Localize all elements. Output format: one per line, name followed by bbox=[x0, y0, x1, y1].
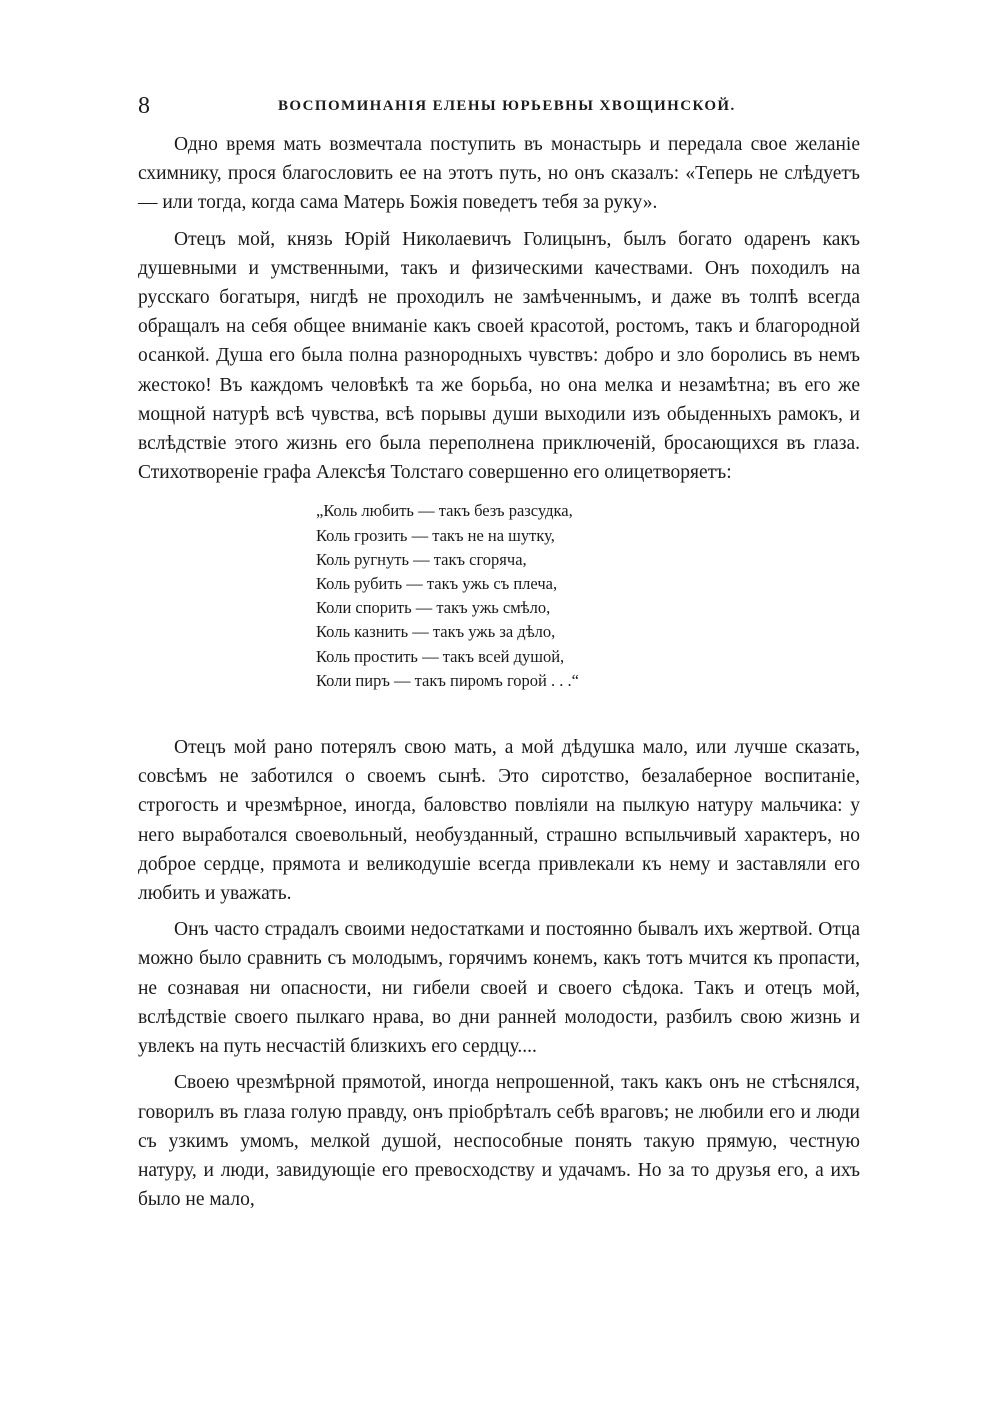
poem-line: Коли пиръ — такъ пиромъ горой . . .“ bbox=[316, 670, 579, 690]
poem-tolstoy bbox=[316, 499, 860, 693]
running-title: ВОСПОМИНАНІЯ ЕЛЕНЫ ЮРЬЕВНЫ ХВОЩИНСКОЙ. bbox=[278, 98, 736, 114]
paragraph-temperament: Онъ часто страдалъ своими недостатками и постоянно бывалъ ихъ жертвой. Отца можно было сравнить съ молодымъ, горячимъ конемъ, какъ тотъ мчится къ пропасти, не сознавая ни опасности, ни гибели своей и своего сѣдока. Такъ и отецъ мой, вслѣдствіе своего пылкаго нрава, во дни ранней молодости, разбилъ свою жизнь и увлекъ на путь несчастій близкихъ его сердцу.... bbox=[138, 919, 860, 1058]
paragraph-monastery: Одно время мать возмечтала поступить въ монастырь и передала свое желаніе схимнику, прося благословить ее на этотъ путь, но онъ сказалъ: «Теперь не слѣдуетъ — или тогда, когда сама Матерь Божія поведетъ тебя за руку». bbox=[138, 134, 860, 214]
poem-line: Коль простить — такъ всей душой, bbox=[316, 646, 565, 666]
page-header bbox=[138, 92, 860, 128]
paragraph-directness: Своею чрезмѣрной прямотой, иногда непрошенной, такъ какъ онъ не стѣснялся, говорилъ въ глаза голую правду, онъ пріобрѣталъ себѣ враговъ; не любили его и люди съ узкимъ умомъ, мелкой душой, неспособные понять такую прямую, честную натуру, и люди, завидующіе его превосходству и удачамъ. Но за то друзья его, а ихъ было не мало, bbox=[138, 1072, 860, 1211]
poem-line: Коль грозить — такъ не на шутку, bbox=[316, 525, 555, 545]
poem-line: „Коль любить — такъ безъ разсудка, bbox=[316, 501, 573, 521]
paragraph-father: Отецъ мой, князь Юрій Николаевичъ Голицынъ, былъ богато одаренъ какъ душевными и умственными, такъ и физическими качествами. Онъ походилъ на русскаго богатыря, нигдѣ не проходилъ не замѣченнымъ, и даже въ толпѣ всегда обращалъ на себя общее вниманіе какъ своей красотой, ростомъ, такъ и благородной осанкой. Душа его была полна разнородныхъ чувствъ: добро и зло боролись въ немъ жестоко! Въ каждомъ человѣкѣ та же борьба, но она мелка и незамѣтна; въ его же мощной натурѣ всѣ чувства, всѣ порывы души выходили изъ обыденныхъ рамокъ, и вслѣдствіе этого жизнь его была переполнена приключеній, бросающихся въ глаза. Стихотвореніе графа Алексѣя Толстаго совершенно его олицетворяетъ: bbox=[138, 228, 860, 484]
poem-line: Коль казнить — такъ ужь за дѣло, bbox=[316, 622, 556, 642]
poem-line: Коли спорить — такъ ужь смѣло, bbox=[316, 598, 551, 618]
poem-line: Коль ругнуть — такъ сгоряча, bbox=[316, 549, 527, 569]
poem-line: Коль рубить — такъ ужь съ плеча, bbox=[316, 574, 558, 594]
book-page bbox=[138, 92, 860, 1221]
page-number: 8 bbox=[138, 93, 150, 119]
paragraph-childhood: Отецъ мой рано потерялъ свою мать, а мой дѣдушка мало, или лучше сказать, совсѣмъ не заботился о своемъ сынѣ. Это сиротство, безалаберное воспитаніе, строгость и чрезмѣрное, иногда, баловство повліяли на пылкую натуру мальчика: у него выработался своевольный, необузданный, страшно вспыльчивый характеръ, но доброе сердце, прямота и великодушіе всегда привлекали къ нему и заставляли его любить и уважать. bbox=[138, 737, 860, 905]
